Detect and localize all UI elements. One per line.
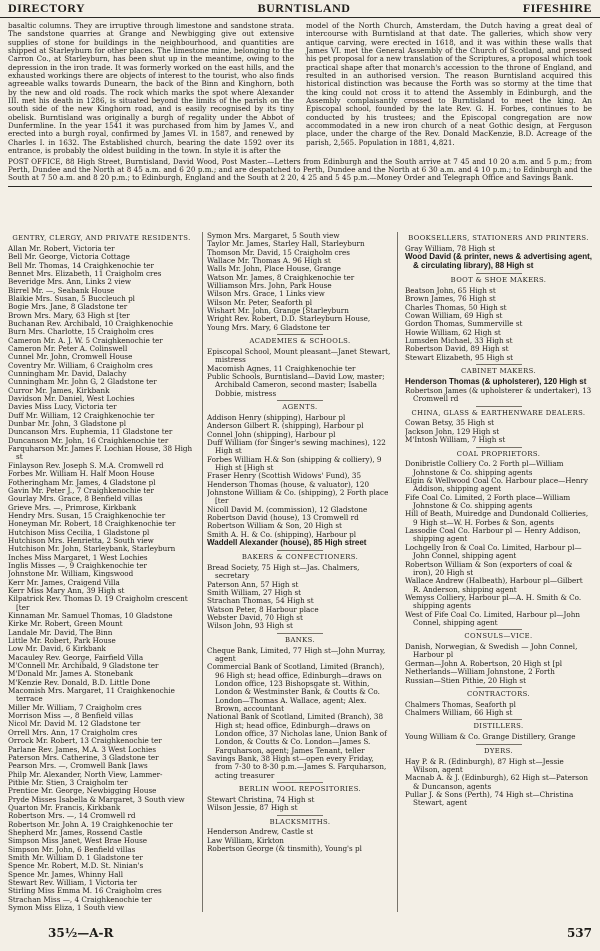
list-item: West of Fife Coal Co. Limited, Harbour pl—John Connel, shipping agent [405,610,580,627]
list-item: Low Mr. David, 6 Kirkbank [8,645,106,654]
list-item: Russian—Stien Pithie, 20 High st [405,676,526,685]
list-item: Stewart Christina, 74 High st [207,795,315,804]
list-item: Davidson Mr. Daniel, West Lochies [8,395,135,404]
section-title-boot-shoe: BOOT & SHOE MAKERS. [450,276,547,285]
list-item: Walls Mr. John, Place House, Grange [207,265,341,274]
column-right [405,232,592,912]
section-title-agents: AGENTS. [282,403,318,412]
list-item: Cheque Bank, Limited, 77 High st—John Murray, agent [207,646,386,663]
list-item: Strachan Thomas, 54 High st [207,597,314,606]
list-item: Robertson Mr. John A. 19 Craighkenochie ter [8,820,173,829]
list-item: Pitbie Mr. Stien, 3 Craigholm ter [8,778,128,787]
list-item: Kerr Miss Mary Ann, 39 High st [8,586,125,595]
list-item: Cowan William, 69 High st [405,312,503,321]
list-item: Brown Mrs. Mary, 63 High st [ter [8,311,130,320]
list-item: Miller Mr. William, 7 Craigholm cres [8,703,142,712]
list-item: Pryde Misses Isabella & Margaret, 3 South view [8,795,185,804]
list-item: Bell Mr. Thomas, 14 Craighkenochie ter [8,261,154,270]
intro-text-left: basaltic columns. They are irruptive through limestone and sandstone strata. The sandstone quarries at Grange and Newbigging give out extensive supplies of stone for buildings in the neighbourhood, and quantities are shipped at Starleyburn for other places. The limestone mine, belonging to the Carron Co., at Starleyburn, has been shut up in the meantime, owing to the depression in the iron trade. It was formerly worked on the east hills, and the exhausted workings there are objects of interest to the tourist, who also finds agreeable walks towards Dunearn, the back of the Binn and Kinghorn, both by the new and old roads. The rock which marks the spot where Alexander III. met his death in 1286, is situated beyond the limits of the parish on the south side of the new Kinghorn road, and is easily recognised by its tiny obelisk. Burntisland was originally a burgh of regality under the Abbot of Dunfermline. In the year 1541 it was purchased from him by James V., and erected into a burgh royal, confirmed by James VI. in 1587, and renewed by Charles I. in 1632. The Established church, bearing the date 1592 over its entrance, is probably the oldest building in the town. In style it is after the [8,21,294,156]
list-item: Anderson Gilbert R. (shipping), Harbour pl [207,422,364,431]
section-title-consuls: CONSULS—VICE. [464,632,533,641]
list-item: Cameron Mr. A. J. W. 5 Craighkenochie ter [8,336,163,345]
list-item: Robertson William & Son, 20 High st [207,522,342,531]
section-title-blacksmiths: BLACKSMITHS. [269,817,331,826]
header-left: DIRECTORY [8,0,86,15]
list-item: M'Kenzie Rev. Donald, B.D. Little Done [8,678,151,687]
divider [476,273,522,274]
list-item: Jackson John, 129 High st [405,427,500,436]
list-item: Nicoll David M. (commission), 12 Gladstone [207,505,368,514]
list-item: Gavin Mr. Peter J., 7 Craighkenochie ter [8,486,154,495]
list-item: Spence Mr. Robert, M.D. St. Ninian's [8,862,144,871]
list-item: Hutchison Mrs. Henrietta, 2 South view [8,536,154,545]
list-item: Beatson John, 65 High st [405,287,496,295]
list-item: Taylor Mr. James, Starley Hall, Starleyburn [207,240,365,249]
list-item: Lassodie Coal Co. Harbour pl — Henry Addison, shipping agent [405,527,581,544]
list-item: Savings Bank, 38 High st—open every Friday, from 7-30 to 8-30 p.m.—James S. Farquharson, acting treasurer [207,755,387,780]
list-item: M'Intosh William, 7 High st [405,436,506,445]
list-item: Fraser Henry (Scottish Widows' Fund), 35 [207,472,362,481]
list-item: Howie William, 62 High st [405,328,501,337]
list-item: Forbes William H.& Son (shipping & colliery), 9 High st [High st [207,455,382,472]
divider [277,400,323,401]
list-item: Paterson Ann, 57 High st [207,580,299,589]
post-office-notice: POST OFFICE, 88 High Street, Burntisland, David Wood, Post Master.—Letters from Edinburgh and the South arrive at 7 45 and 10 20 a.m. and 5 p.m.; from Perth, Dundee and the North at 8 45 a.m. and 6 20 p.m.; and are despatched to Perth, Dundee and the North at 6 30 a.m. and 4 10 p.m.; to Edinburgh and the South at 7 50 a.m. and 8 20 p.m.; to Edinburgh, England and the South at 2 20, 4 25 and 5 45 p.m.—Money Order and Telegraph Office and Savings Bank. [8,156,592,183]
list-item: Inches Miss Margaret, 1 West Lochies [8,553,148,562]
list-item-bold: Henderson Thomas (& upholsterer), 120 High st [405,377,587,386]
list-item: Fotheringham Mr. James, 4 Gladstone pl [8,478,156,487]
list-item: Simpson Miss Janet, West Brae House [8,837,148,846]
list-item: Robertson George (& tinsmith), Young's pl [207,845,362,854]
section-title-china: CHINA, GLASS & EARTHENWARE DEALERS. [411,408,586,417]
list-item: Quarton Mr. Francis, Kirkbank [8,803,121,812]
list-item: Lumsden Michael, 33 High st [405,337,513,346]
list-item: Hill of Beath, Muiredge and Dundonald Collieries, 9 High st—W. H. Forbes & Son, agents [405,510,589,527]
list-item: Orrell Mrs. Ann, 17 Craigholm cres [8,728,138,737]
berlin-wool-list [207,796,393,813]
divider [277,550,323,551]
list-item: Cunningham Mr. David, Dalachy [8,370,127,379]
list-item: Wallace Andrew (Halbeath), Harbour pl—Gilbert R. Anderson, shipping agent [405,577,583,594]
divider [277,334,323,335]
list-item: Landale Mr. David, The Binn [8,628,113,637]
consuls-list [405,643,592,685]
header-center: BURNTISLAND [257,0,351,15]
list-item: Wilson Mr. Peter, Seaforth pl [207,298,313,307]
section-title-coal: COAL PROPRIETORS. [456,449,541,458]
list-item: Young Mrs. Mary, 6 Gladstone ter [207,323,330,332]
booksellers-list [405,245,592,253]
list-item: Watson Mr. James, 8 Craighkenochie ter [207,273,355,282]
list-item: Danish, Norwegian, & Swedish — John Connel, Harbour pl [405,643,578,660]
section-title-cabinet: CABINET MAKERS. [461,367,536,376]
academies-list [207,348,393,398]
list-item: Johnstone William & Co. (shipping), 2 Forth place [ter [207,489,389,506]
list-item: Young William & Co. Grange Distillery, Grange [405,733,576,742]
list-item: Robertson Mrs. —, 14 Cromwell rd [8,812,136,821]
list-item: Burn Mrs. Charlotte, 15 Craigholm cres [8,328,154,337]
list-item: Macomish Mrs. Margaret, 11 Craighkenochie terrace [8,687,175,704]
section-title-booksellers: BOOKSELLERS, STATIONERS AND PRINTERS. [408,234,589,242]
list-item: Honeyman Mr. Robert, 18 Craighkenochie ter [8,520,176,529]
list-item: Robertson David, 89 High st [405,345,509,354]
list-item: Cameron Mr. Peter A. Colinswell [8,345,128,353]
section-title-banks: BANKS. [285,635,315,644]
list-item: Henderson Andrew, Castle st [207,828,314,837]
list-item: Curror Mr. James, Kirkbank [8,386,110,395]
list-item: Cunningham Mr. John G, 2 Gladstone ter [8,378,157,387]
list-item: Beveridge Mrs. Ann, Links 2 view [8,278,132,287]
list-item: Chalmers Thomas, Seaforth pl [405,700,516,709]
list-item: Smith Mr. William D. 1 Gladstone ter [8,853,143,862]
list-item: Davies Miss Lucy, Victoria ter [8,403,117,412]
list-item: Kinnaman Mr. Samuel Thomas, 10 Gladstone [8,612,173,620]
list-item: Public Schools, Burntisland—David Low, master; Archibald Cameron, second master; Isabella Dobbie, mistress [207,373,385,398]
list-item: Morrison Miss —, 8 Benfield villas [8,712,134,721]
list-item: Commercial Bank of Scotland, Limited (Branch), 96 High st; head office, Edinburgh—draws on London office, 123 Bishopsgate st. Within, London & Westminster Bank, & Coutts & Co. London—Thomas A. Wallace, agent; Alex. Brown, accountant [207,663,385,713]
list-item: Thomson Mr. David, 15 Craigholm cres [207,248,350,257]
list-item: Pullar J. & Sons (Perth), 74 High st—Christina Stewart, agent [405,790,574,808]
china-list [405,419,592,444]
divider [476,364,522,365]
list-item: M'Donald Mr. James A. Stonebank [8,670,133,679]
intro-text-right: model of the North Church, Amsterdam, the Dutch having a great deal of intercourse with Burntisland at that date. The galleries, which show very antique carving, were erected in 1618, and it was within these walls that James VI. met the General Assembly of the Church of Scotland, and pressed his pet proposal for a new translation of the Scriptures, a proposal which took practical shape after that monarch's accession to the throne of England, and resulted in an authorised version. The reason Burntisland acquired this historical distinction was because the Forth was so stormy at the time that the king could not cross it to attend the Assembly in Edinburgh, and the Assembly complaisantly crossed to Burntisland to meet the king. An Episcopal school, founded by the late Rev. G. H. Forbes, continues to be conducted by his trustees; and the Episcopal congregation are now accommodated in a new iron church of a neat Gothic design, at Ferguson place, under the charge of the Rev. Donald MacKenzie, B.D. Acreage of the parish, 2,565. Population in 1881, 4,821. [306,21,592,147]
list-item: Spence Mr. James, Whinny Hall [8,870,124,879]
section-title-bakers: BAKERS & CONFECTIONERS. [241,553,359,562]
agents-list [207,414,393,539]
list-item: Watson Peter, 8 Harbour place [207,605,319,614]
list-item-bold: Waddell Alexander (house), 85 High street [207,539,367,548]
list-item: Buchanan Rev. Archibald, 10 Craighkenochie [8,319,174,328]
list-item: Gordon Thomas, Summerville st [405,320,523,329]
list-item: Macomish Agnes, 11 Craighkenochie ter [207,364,356,373]
banks-list [207,647,393,781]
section-title-dyers: DYERS. [484,746,513,755]
list-item: Strachan Miss —, 4 Craighkenochie ter [8,895,152,904]
list-item: Bell Mr. George, Victoria Cottage [8,253,130,262]
list-item: Robertson James (& upholsterer & undertaker), 13 Cromwell rd [405,386,592,404]
divider [8,186,592,187]
list-item: Fife Coal Co. Limited, 2 Forth place—William Johnstone & Co. shipping agents [405,493,571,511]
list-item: Kerr Mr. James, Craigend Villa [8,578,120,587]
list-item: Bennet Mrs. Elizabeth, 11 Craigholm cres [8,269,162,278]
list-item: Prentice Mr. George, Newbigging House [8,787,157,796]
directory-columns [8,232,592,912]
list-item: Pearson Mrs. —, Cromwell Bank [laws [8,762,148,771]
list-item: Kilpatrick Rev. Thomas D. 19 Craigholm crescent [ter [8,595,188,612]
list-item: Duncanson Mr. John, 16 Craighkenochie ter [8,436,169,445]
list-item: Wilson Mrs. Grace, 1 Links view [207,290,325,299]
list-item: Parlane Rev. James, M.A. 3 West Lochies [8,745,157,754]
list-item: Farquharson Mr. James F. Lochian House, 38 High st [8,445,193,462]
list-item: Stewart Elizabeth, 95 High st [405,353,514,362]
list-item: Stirling Miss Emma M. 16 Craigholm cres [8,887,162,896]
list-item: Wallace Mr. Thomas A. 96 High st [207,257,331,266]
list-item: Forbes Mr. William H. Half Moon House [8,470,155,479]
list-item: Connel John (shipping), Harbour pl [207,430,336,439]
list-item: Donibristle Colliery Co. 2 Forth pl—William Johnstone & Co. shipping agents [405,460,564,477]
list-item: Symon Miss Eliza, 1 South view [8,904,125,913]
list-item: Allan Mr. Robert, Victoria ter [8,244,115,253]
list-item: Webster David, 70 High st [207,613,303,622]
list-item: Grieve Mrs. —, Primrose, Kirkbank [8,503,137,512]
boot-shoe-list [405,287,592,362]
list-item: Philp Mr. Alexander, North View, Lammer- [8,770,163,779]
list-item: Brown James, 76 High st [405,295,496,304]
signature-mark: 35½—A-R [48,926,114,941]
list-item: Smith A. H. & Co. (shipping), Harbour pl [207,530,357,539]
divider [476,406,522,407]
list-item: Macnab A. & J. (Edinburgh), 62 High st—Paterson & Duncanson, agents [405,774,588,791]
header-right: FIFESHIRE [522,0,592,15]
list-item: Shepherd Mr. James, Rossend Castle [8,828,143,837]
column-left [8,232,195,912]
list-item: Finlayson Rev. Joseph S. M.A. Cromwell rd [8,461,164,470]
list-item: Nicol Mr. David M. 12 Gladstone ter [8,720,141,729]
intro-section [8,22,592,187]
list-item: Lochgelly Iron & Coal Co. Limited, Harbour pl—John Connel, shipping agent [405,543,582,561]
list-item: Hendry Mrs. Susan, 15 Craighkenochie ter [8,511,166,520]
list-item: M'Connell Mr. Archibald, 9 Gladstone ter [8,662,159,671]
list-item: Addison Henry (shipping), Harbour pl [207,413,346,422]
divider [277,815,323,816]
list-item: Duncanson Mrs. Euphemia, 11 Gladstone ter [8,428,173,437]
list-item: Cowan Betsy, 35 High st [405,419,495,428]
list-item: Blaikie Mrs. Susan, 5 Buccleuch pl [8,294,135,303]
list-item: Inglis Misses —, 9 Craighkenochie ter [8,561,147,570]
list-item: Wishart Mr. John, Grange [Starleyburn [207,307,349,316]
list-item: Macauley Rev. George, Fairfield Villa [8,653,144,662]
divider [277,633,323,634]
list-item: Orrock Mr. Robert, 13 Craighkenochie ter [8,737,162,746]
bakers-list [207,564,393,631]
list-item: Robertson David (house), 13 Cromwell rd [207,514,359,523]
blacksmiths-list [207,828,393,853]
dyers-list [405,758,592,808]
list-item-bold: Wood David (& printer, news & advertising agent, & circulating library), 88 High st [405,253,592,271]
list-item: Duff Mr. William, 12 Craighkenochie ter [8,411,155,420]
gentry-list-continued [207,232,393,332]
list-item: Hutchison Mr. John, Starleybank, Starleyburn [8,545,176,554]
list-item: Bread Society, 75 High st—Jas. Chalmers, secretary [207,563,360,581]
list-item: Paterson Mrs. Catherine, 3 Gladstone ter [8,753,159,762]
list-item: Duff William (for Singer's sewing machines), 122 High st [207,438,386,456]
list-item: National Bank of Scotland, Limited (Branch), 38 High st; head office, Edinburgh—draws on London office, 37 Nicholas lane, Union Bank of London, & Coutts & Co. London—James S. Farquharson, agent; James Tenant, teller [207,713,387,755]
section-title-gentry: GENTRY, CLERGY, AND PRIVATE RESIDENTS. [12,234,191,242]
divider [476,687,522,688]
list-item: German—John A. Robertson, 20 High st [pl [405,659,563,668]
list-item: Little Mr. Robert, Park House [8,637,116,646]
list-item: Coventry Mr. William, 6 Craigholm cres [8,361,153,370]
list-item: Kirke Mr. Robert, Green Mount [8,620,123,629]
coal-list [405,460,592,627]
section-title-contractors: CONTRACTORS. [466,689,531,698]
list-item: Episcopal School, Mount pleasant—Janet Stewart, mistress [207,348,391,365]
cabinet-list [405,387,592,404]
list-item: Gourlay Mrs. Grace, 8 Benfield villas [8,495,143,504]
list-item: Williamson Mrs. John, Park House [207,282,332,291]
distillers-list [405,733,592,741]
section-title-academies: ACADEMIES & SCHOOLS. [249,337,351,346]
list-item: Smith William, 27 High st [207,588,302,597]
list-item: Charles Thomas, 50 High st [405,303,507,312]
page-number: 537 [566,926,592,941]
list-item: Gray William, 78 High st [405,244,496,253]
list-item: Henderson Thomas (house, & valuator), 120 [207,480,370,489]
gentry-list [8,245,195,913]
list-item: Chalmers William, 66 High st [405,709,513,718]
list-item: Johnstone Mr. William, Kingswood [8,570,134,579]
list-item: Wilson Jessie, 87 High st [207,804,298,813]
divider [476,447,522,448]
list-item: Dunbar Mr. John, 3 Gladstone pl [8,420,126,429]
list-item: Hay P. & R. (Edinburgh), 87 High st—Jessie Wilson, agent [405,757,564,774]
section-title-berlin-wool: BERLIN WOOL REPOSITORIES. [238,785,362,794]
divider [476,744,522,745]
section-title-distillers: DISTILLERS. [473,722,524,731]
divider [476,629,522,630]
list-item: Symon Mrs. Margaret, 5 South view [207,232,340,240]
list-item: Stewart Rev. William, 1 Victoria ter [8,879,138,887]
column-middle [202,232,398,912]
page-header [0,0,600,18]
list-item: Bogie Mrs. Jane, 8 Gladstone ter [8,303,128,312]
list-item: Cunnel Mr. John, Cromwell House [8,353,133,362]
list-item: Birrel Mr. —, Seabank House [8,286,115,295]
list-item: Wright Rev. Robert, D.D. Starleyburn House, [207,315,371,324]
list-item: Simpson Mr. John, 6 Benfield villas [8,845,136,854]
divider [277,782,323,783]
list-item: Netherlands—William Johnstone, 2 Forth [405,668,555,677]
list-item: Law William, Kirkton [207,836,284,845]
list-item: Robertson William & Son (exporters of coal & iron), 20 High st [405,560,573,577]
divider [476,719,522,720]
list-item: Hutchison Miss Cecilia, 1 Gladstone pl [8,528,150,537]
list-item: Wilson John, 93 High st [207,622,293,631]
list-item: Wemyss Colliery, Harbour pl—A. H. Smith & Co. shipping agents [405,593,582,611]
list-item: Elgin & Wellwood Coal Co. Harbour place—Henry Addison, shipping agent [405,477,588,494]
contractors-list [405,701,592,718]
